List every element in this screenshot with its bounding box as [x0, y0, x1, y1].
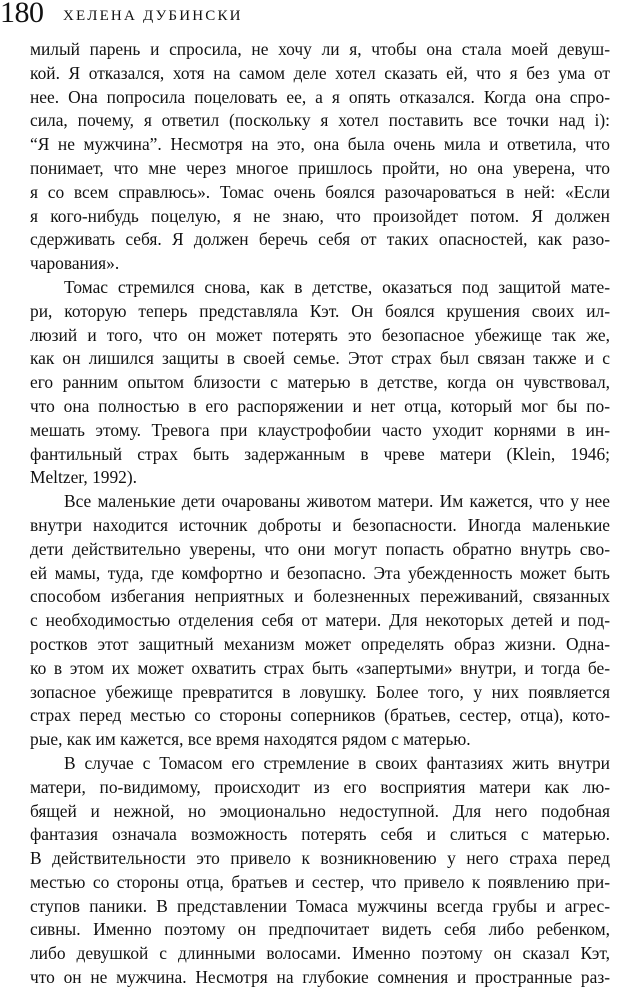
text-line: Томас стремился снова, как в детстве, оказаться под защитой мате-: [64, 276, 610, 297]
paragraph-1: [30, 38, 610, 276]
text-line: сила, почему, я ответил (поскольку я хотел поставить все точки над i):: [30, 110, 610, 131]
text-line: Meltzer, 1992).: [30, 467, 137, 488]
text-line: чарования».: [30, 253, 120, 274]
paragraph-2: [30, 276, 610, 490]
text-line: внутри находится источник доброты и безопасности. Иногда маленькие: [30, 514, 610, 535]
text-line: ей мамы, туда, где комфортно и безопасно. Эта убежденность может быть: [30, 562, 610, 583]
text-line: как он лишился защиты в своей семье. Этот страх был связан также и с: [30, 348, 610, 369]
text-line: страх перед местью со стороны соперников (братьев, сестер, отца), кото-: [30, 705, 610, 726]
text-line: сивны. Именно поэтому он предпочитает видеть себя либо ребенком,: [30, 919, 610, 940]
text-line: В действительности это привело к возникновению у него страха перед: [30, 848, 610, 869]
page-header: [0, 0, 620, 34]
running-head-author: ХЕЛЕНА ДУБИНСКИ: [63, 8, 243, 24]
text-line: его ранним опытом близости с матерью в детстве, когда он чувствовал,: [30, 372, 610, 393]
text-line: ростков этот защитный механизм может определять образ жизни. Одна-: [30, 633, 610, 654]
page-number: 180: [0, 0, 44, 29]
text-line: ри, которую теперь представляла Кэт. Он боялся крушения своих ил-: [30, 300, 610, 321]
text-line: нее. Она попросила поцеловать ее, а я опять отказался. Когда она спро-: [30, 86, 610, 107]
text-line: либо девушкой с длинными волосами. Именно поэтому он сказал Кэт,: [30, 943, 610, 964]
text-line: люзий и того, что он может потерять это безопасное убежище так же,: [30, 324, 610, 345]
text-line: я кого-нибудь поцелую, я не знаю, что произойдет потом. Я должен: [30, 205, 610, 226]
paragraph-4: [30, 752, 610, 990]
text-line: милый парень и спросила, не хочу ли я, чтобы она стала моей девуш-: [30, 39, 610, 59]
text-line: ступов паники. В представлении Томаса мужчины всегда грубы и агрес-: [30, 895, 610, 916]
text-line: фантильный страх быть задержанным в чреве матери (Klein, 1946;: [30, 443, 610, 464]
text-line: мешать этому. Тревога при клаустрофобии часто уходит корнями в ин-: [30, 419, 610, 440]
text-line: способом избегания неприятных и болезненных переживаний, связанных: [30, 586, 610, 607]
text-line: “Я не мужчина”. Несмотря на это, она была очень мила и ответила, что: [30, 134, 610, 155]
text-line: что он не мужчина. Несмотря на глубокие сомнения и пространные раз-: [30, 967, 610, 988]
text-line: бящей и нежной, но эмоционально недоступной. Для него подобная: [30, 800, 610, 821]
text-line: я со всем справлюсь». Томас очень боялся разочароваться в ней: «Если: [30, 181, 610, 202]
text-line: что она полностью в его распоряжении и нет отца, который мог бы по-: [30, 395, 610, 416]
body-text: [30, 38, 610, 990]
text-line: фантазия означала возможность потерять себя и слиться с матерью.: [30, 824, 610, 845]
paragraph-3: [30, 490, 610, 752]
text-line: дети действительно уверены, что они могут попасть обратно внутрь сво-: [30, 538, 610, 559]
text-line: сдерживать себя. Я должен беречь себя от таких опасностей, как разо-: [30, 229, 610, 250]
text-line: понимает, что мне через многое пришлось пройти, но она уверена, что: [30, 157, 610, 178]
text-line: Все маленькие дети очарованы животом матери. Им кажется, что у нее: [64, 491, 610, 512]
text-line: зопасное убежище превратится в ловушку. Более того, у них появляется: [30, 681, 610, 702]
text-line: с необходимостью отделения себя от матери. Для некоторых детей и под-: [30, 610, 610, 631]
text-line: ко в этом их может охватить страх быть «запертыми» внутри, и тогда бе-: [30, 657, 610, 678]
text-line: В случае с Томасом его стремление в своих фантазиях жить внутри: [64, 752, 610, 773]
text-line: рые, как им кажется, все время находятся рядом с матерью.: [30, 729, 471, 750]
text-line: местью со стороны отца, братьев и сестер, что привело к появлению при-: [30, 871, 610, 892]
text-line: кой. Я отказался, хотя на самом деле хотел сказать ей, что я без ума от: [30, 62, 610, 83]
text-line: матери, по-видимому, происходит из его восприятия матери как лю-: [30, 776, 610, 797]
